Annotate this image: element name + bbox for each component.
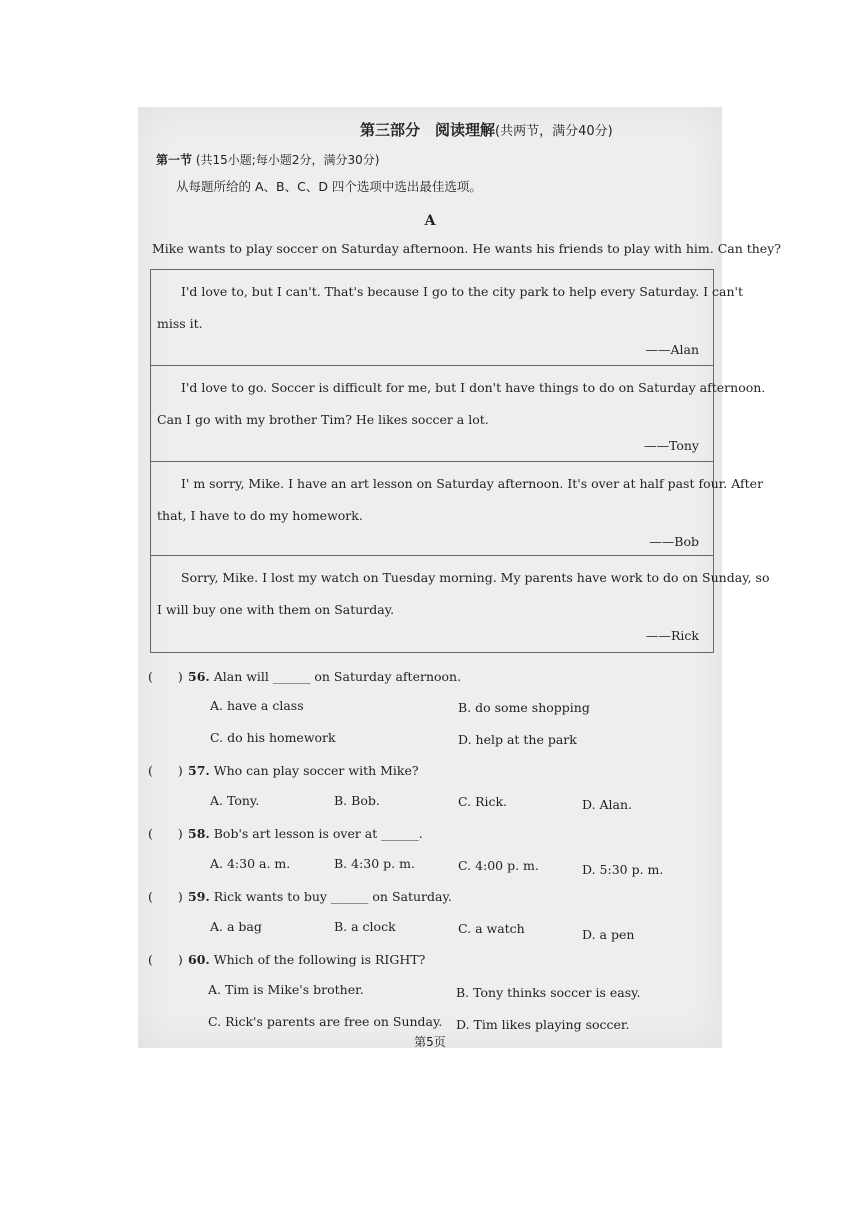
reply-signature: ——Alan <box>645 342 699 357</box>
reply-signature: ——Bob <box>649 534 699 549</box>
reply-line: that, I have to do my homework. <box>157 508 363 523</box>
reply-signature: ——Tony <box>643 438 699 453</box>
option-c: C. do his homework <box>210 730 336 745</box>
answer-blank[interactable]: ( ) <box>148 952 183 967</box>
option-c: C. a watch <box>458 921 525 936</box>
option-d: D. help at the park <box>458 732 577 747</box>
question-number: 59. <box>188 889 210 904</box>
question-number: 58. <box>188 826 210 841</box>
option-d: D. Alan. <box>582 797 633 812</box>
passage-intro: Mike wants to play soccer on Saturday afternoon. He wants his friends to play with him. Can they? <box>152 241 781 256</box>
question-60 <box>148 950 425 968</box>
option-a: A. Tim is Mike's brother. <box>208 982 364 997</box>
option-c: C. Rick. <box>458 794 508 809</box>
option-c: C. Rick's parents are free on Sunday. <box>208 1014 443 1029</box>
option-d: D. 5:30 p. m. <box>582 862 664 877</box>
question-58 <box>148 824 423 842</box>
reply-signature: ——Rick <box>646 628 699 643</box>
reply-line: I' m sorry, Mike. I have an art lesson on Saturday afternoon. It's over at half past four. After <box>181 476 764 491</box>
question-number: 60. <box>188 952 210 967</box>
option-d: D. a pen <box>582 927 635 942</box>
answer-blank[interactable]: ( ) <box>148 669 183 684</box>
question-57 <box>148 761 419 779</box>
option-b: B. 4:30 p. m. <box>334 856 415 871</box>
reply-box-alan <box>150 269 744 366</box>
option-a: A. 4:30 a. m. <box>210 856 291 871</box>
answer-blank[interactable]: ( ) <box>148 889 183 904</box>
page-number: 第5页 <box>414 1035 446 1049</box>
option-a: A. a bag <box>210 919 262 934</box>
option-c: C. 4:00 p. m. <box>458 858 539 873</box>
option-a: A. Tony. <box>210 793 260 808</box>
question-stem: Who can play soccer with Mike? <box>213 763 419 778</box>
question-stem: Bob's art lesson is over at ______. <box>213 826 423 841</box>
section-note: (共15小题;每小题2分，满分30分) <box>195 153 380 167</box>
option-a: A. have a class <box>210 698 304 713</box>
question-59 <box>148 887 452 905</box>
part-title <box>360 119 613 140</box>
question-stem: Which of the following is RIGHT? <box>213 952 426 967</box>
option-b: B. Bob. <box>334 793 380 808</box>
question-stem: Alan will ______ on Saturday afternoon. <box>213 669 462 684</box>
answer-blank[interactable]: ( ) <box>148 763 183 778</box>
instruction: 从每题所给的 A、B、C、D 四个选项中选出最佳选项。 <box>176 179 482 194</box>
section-label: 第一节 <box>156 153 193 167</box>
part-title-text: 第三部分 阅读理解 <box>360 121 496 139</box>
option-b: B. Tony thinks soccer is easy. <box>456 985 641 1000</box>
reply-line: I will buy one with them on Saturday. <box>157 602 395 617</box>
reply-line: I'd love to go. Soccer is difficult for me, but I don't have things to do on Saturday afternoon. <box>181 380 766 395</box>
answer-blank[interactable]: ( ) <box>148 826 183 841</box>
section-heading <box>156 151 379 168</box>
reply-line: Can I go with my brother Tim? He likes soccer a lot. <box>157 412 489 427</box>
part-title-note: (共两节，满分40分) <box>495 124 613 139</box>
reply-box-rick <box>150 555 770 653</box>
reply-box-tony <box>150 365 766 462</box>
exam-page <box>138 107 781 1049</box>
question-56 <box>148 667 461 685</box>
option-b: B. a clock <box>334 919 396 934</box>
question-number: 56. <box>188 669 210 684</box>
question-stem: Rick wants to buy ______ on Saturday. <box>213 889 452 904</box>
option-d: D. Tim likes playing soccer. <box>456 1017 630 1032</box>
option-b: B. do some shopping <box>458 700 590 715</box>
reply-line: Sorry, Mike. I lost my watch on Tuesday morning. My parents have work to do on Sunday, so <box>181 570 770 585</box>
passage-label: A <box>424 213 436 229</box>
reply-box-bob <box>150 461 764 556</box>
question-number: 57. <box>188 763 210 778</box>
reply-line: miss it. <box>157 316 203 331</box>
reply-line: I'd love to, but I can't. That's because I go to the city park to help every Saturday. I can't <box>181 284 744 299</box>
